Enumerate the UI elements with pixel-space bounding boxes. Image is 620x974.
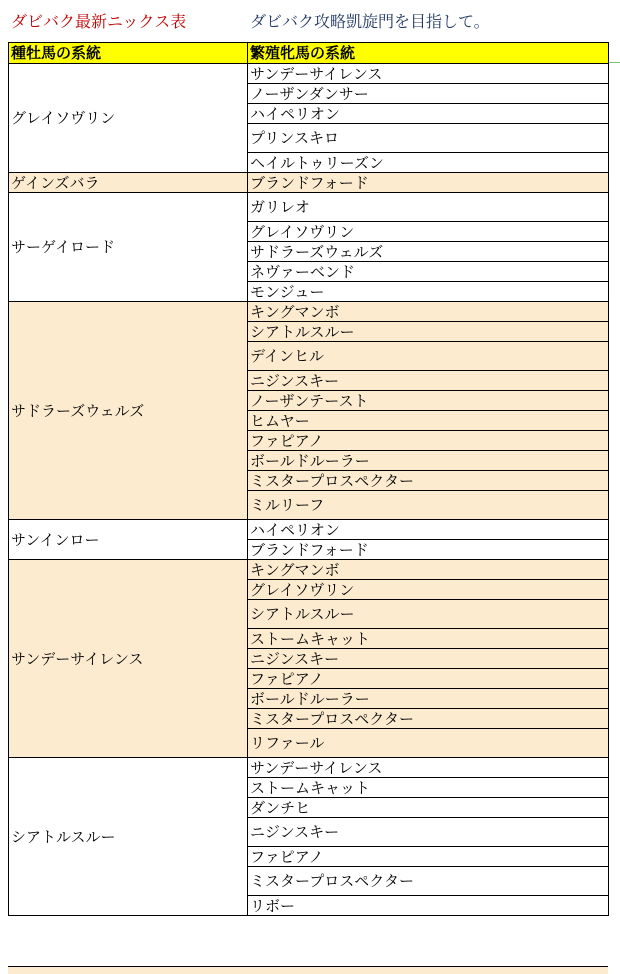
- sire-group: [9, 520, 609, 560]
- broodmare-line-cell[interactable]: ノーザンダンサー: [248, 84, 609, 104]
- broodmare-line-cell[interactable]: リボー: [248, 896, 609, 916]
- broodmare-line-cell[interactable]: シアトルスルー: [248, 322, 609, 342]
- broodmare-line-cell[interactable]: グレイソヴリン: [248, 222, 609, 242]
- broodmare-line-cell[interactable]: ボールドルーラー: [248, 689, 609, 709]
- broodmare-line-cell[interactable]: ボールドルーラー: [248, 451, 609, 471]
- broodmare-line-cell[interactable]: ミスタープロスペクター: [248, 709, 609, 729]
- broodmare-line-cell[interactable]: プリンスキロ: [248, 124, 609, 153]
- broodmare-line-cell[interactable]: ブランドフォード: [248, 540, 609, 560]
- sire-group: [9, 758, 609, 916]
- sire-line-cell[interactable]: ゲインズバラ: [9, 173, 248, 193]
- broodmare-line-cell[interactable]: ネヴァーベンド: [248, 262, 609, 282]
- broodmare-line-cell[interactable]: ノーザンテースト: [248, 391, 609, 411]
- broodmare-line-cell[interactable]: ヘイルトゥリーズン: [248, 153, 609, 173]
- sire-line-cell[interactable]: グレイソヴリン: [9, 64, 248, 173]
- broodmare-line-cell[interactable]: ハイペリオン: [248, 520, 609, 540]
- column-header-broodmare-line: 繁殖牝馬の系統: [248, 43, 609, 64]
- sire-line-cell[interactable]: シアトルスルー: [9, 758, 248, 916]
- broodmare-line-cell[interactable]: サンデーサイレンス: [248, 758, 609, 778]
- broodmare-line-cell[interactable]: モンジュー: [248, 282, 609, 302]
- sire-group: [9, 193, 609, 302]
- gridline: [608, 62, 620, 63]
- sire-line-cell[interactable]: サンデーサイレンス: [9, 560, 248, 758]
- broodmare-line-cell[interactable]: グレイソヴリン: [248, 580, 609, 600]
- sire-line-cell[interactable]: サーゲイロード: [9, 193, 248, 302]
- sire-group: [9, 560, 609, 758]
- page-subtitle: ダビバク攻略凱旋門を目指して。: [250, 12, 490, 31]
- sire-group: [9, 302, 609, 520]
- broodmare-line-cell[interactable]: ガリレオ: [248, 193, 609, 222]
- column-header-sire-line: 種牡馬の系統: [9, 43, 248, 64]
- broodmare-line-cell[interactable]: ダンチヒ: [248, 798, 609, 818]
- broodmare-line-cell[interactable]: ミスタープロスペクター: [248, 867, 609, 896]
- page-title: ダビバク最新ニックス表: [11, 12, 187, 31]
- header-row: [9, 43, 609, 64]
- broodmare-line-cell[interactable]: ミルリーフ: [248, 491, 609, 520]
- sire-line-cell[interactable]: サドラーズウェルズ: [9, 302, 248, 520]
- broodmare-line-cell[interactable]: デインヒル: [248, 342, 609, 371]
- broodmare-line-cell[interactable]: ストームキャット: [248, 778, 609, 798]
- broodmare-line-cell[interactable]: ハイペリオン: [248, 104, 609, 124]
- sire-group: [9, 64, 609, 173]
- broodmare-line-cell[interactable]: サドラーズウェルズ: [248, 242, 609, 262]
- broodmare-line-cell[interactable]: ニジンスキー: [248, 371, 609, 391]
- broodmare-line-cell[interactable]: ファピアノ: [248, 669, 609, 689]
- broodmare-line-cell[interactable]: シアトルスルー: [248, 600, 609, 629]
- broodmare-line-cell[interactable]: ブランドフォード: [248, 173, 609, 193]
- broodmare-line-cell[interactable]: ミスタープロスペクター: [248, 471, 609, 491]
- broodmare-line-cell[interactable]: サンデーサイレンス: [248, 64, 609, 84]
- broodmare-line-cell[interactable]: ニジンスキー: [248, 818, 609, 847]
- broodmare-line-cell[interactable]: ファピアノ: [248, 847, 609, 867]
- broodmare-line-cell[interactable]: ストームキャット: [248, 629, 609, 649]
- nicks-table: [8, 42, 609, 916]
- broodmare-line-cell[interactable]: ニジンスキー: [248, 649, 609, 669]
- broodmare-line-cell[interactable]: リファール: [248, 729, 609, 758]
- broodmare-line-cell[interactable]: ヒムヤー: [248, 411, 609, 431]
- broodmare-line-cell[interactable]: キングマンボ: [248, 560, 609, 580]
- broodmare-line-cell[interactable]: ファピアノ: [248, 431, 609, 451]
- broodmare-line-cell[interactable]: キングマンボ: [248, 302, 609, 322]
- sire-group: [9, 173, 609, 193]
- sire-line-cell[interactable]: サンインロー: [9, 520, 248, 560]
